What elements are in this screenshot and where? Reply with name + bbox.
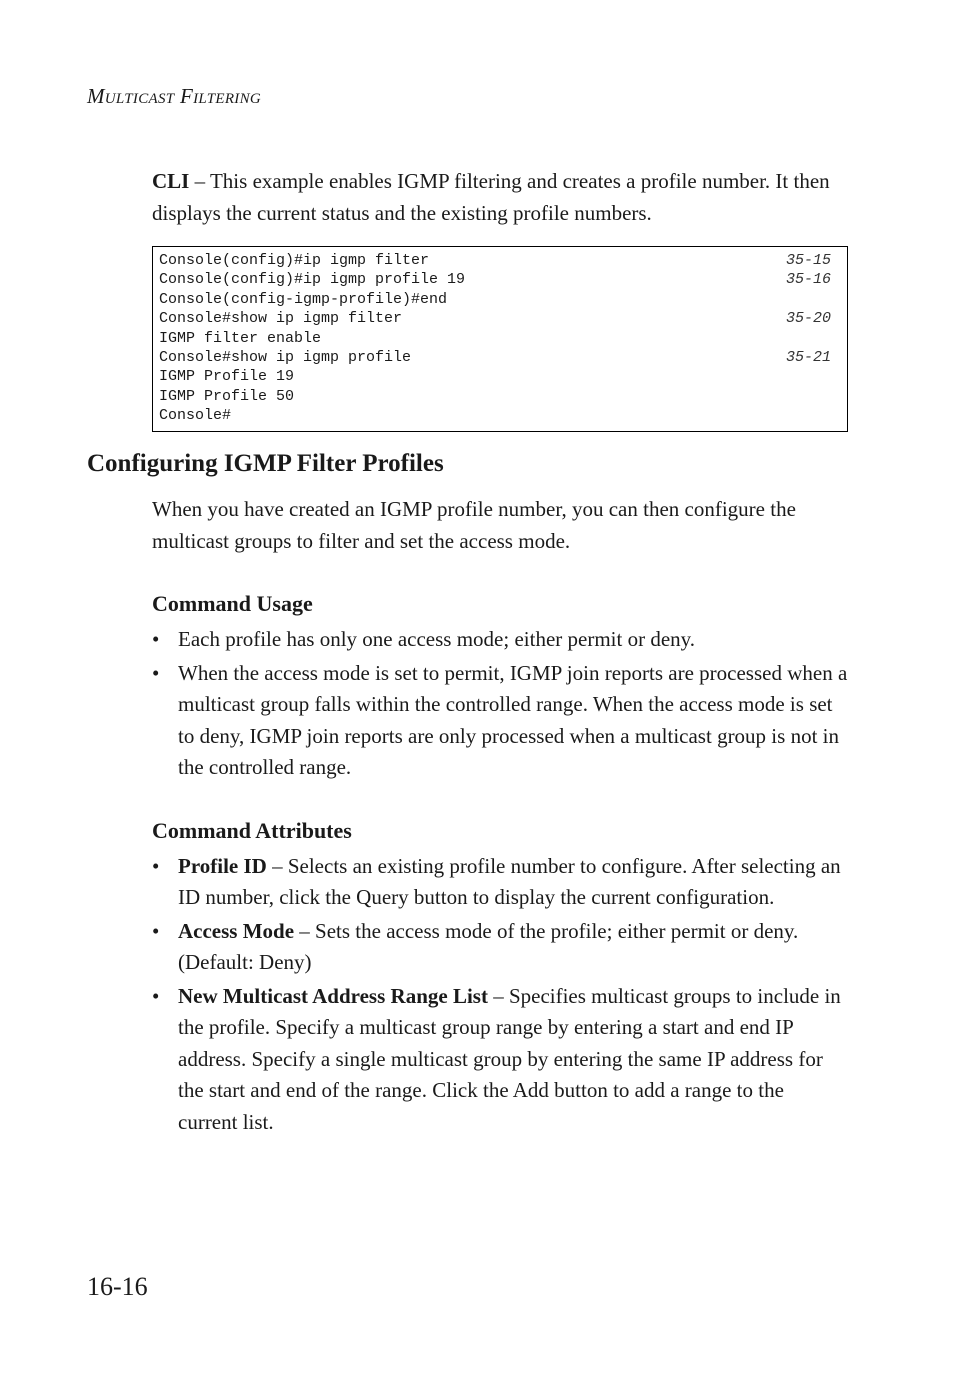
cli-example-section (152, 166, 848, 432)
code-text: IGMP filter enable (159, 329, 322, 347)
command-attributes-list (152, 851, 848, 1139)
code-ref: 35-15 (785, 252, 831, 269)
attribute-description: – Selects an existing profile number to configure. After selecting an ID number, click the Query button to display the current configuration. (178, 853, 841, 909)
cli-code-box (152, 246, 848, 432)
code-line (159, 251, 831, 270)
code-ref: 35-16 (785, 271, 831, 289)
code-text: IGMP Profile 19 (159, 368, 295, 386)
section-intro-paragraph: When you have created an IGMP profile number, you can then configure the multicast groups to filter and set the access mode. (152, 497, 796, 553)
cli-intro-text: – This example enables IGMP filtering and creates a profile number. It then displays the current status and the existing profile numbers. (152, 169, 830, 225)
code-line (159, 348, 831, 367)
code-line (159, 367, 831, 386)
code-text: Console(config)#ip igmp filter (159, 252, 430, 269)
attribute-description: – Specifies multicast groups to include in the profile. Specify a multicast group range by entering a start and end IP address. Specify a single multicast group by entering the same IP address for the start and end of the range. Click the Add button to add a range to the current list. (178, 983, 841, 1134)
command-usage-heading: Command Usage (152, 591, 313, 616)
section-body (152, 494, 848, 1140)
page-number: 16-16 (87, 1272, 148, 1301)
code-line (159, 270, 831, 289)
command-usage-list (152, 624, 848, 784)
list-item (152, 916, 848, 979)
list-item (152, 851, 848, 914)
code-line (159, 309, 831, 328)
code-text: Console#show ip igmp profile (159, 349, 412, 367)
attribute-description: – Sets the access mode of the profile; either permit or deny. (Default: Deny) (178, 918, 799, 974)
attribute-term: Profile ID (178, 853, 267, 878)
list-item (152, 981, 848, 1139)
attribute-term: Access Mode (178, 918, 295, 943)
code-text: Console#show ip igmp filter (159, 310, 403, 328)
attribute-term: New Multicast Address Range List (178, 983, 488, 1008)
code-text: Console# (159, 407, 232, 425)
code-text: Console(config)#ip igmp profile 19 (159, 271, 466, 289)
cli-lead-label: CLI (152, 169, 190, 193)
cli-intro-paragraph (152, 166, 848, 229)
code-line (159, 290, 831, 309)
code-line (159, 406, 831, 425)
code-line (159, 387, 831, 406)
running-head: Multicast Filtering (87, 84, 262, 108)
list-item: • Each profile has only one access mode; either permit or deny. (152, 624, 848, 656)
code-text: IGMP Profile 50 (159, 387, 295, 405)
code-text: Console(config-igmp-profile)#end (159, 290, 448, 308)
code-ref: 35-21 (785, 349, 831, 367)
command-attributes-heading: Command Attributes (152, 817, 352, 843)
section-title: Configuring IGMP Filter Profiles (87, 450, 444, 477)
code-ref: 35-20 (785, 310, 831, 328)
code-line (159, 329, 831, 348)
list-item: • When the access mode is set to permit, IGMP join reports are processed when a multicast group falls within the controlled range. When the access mode is set to deny, IGMP join reports are only processed when a multicast group is not in the controlled range. (152, 658, 848, 784)
